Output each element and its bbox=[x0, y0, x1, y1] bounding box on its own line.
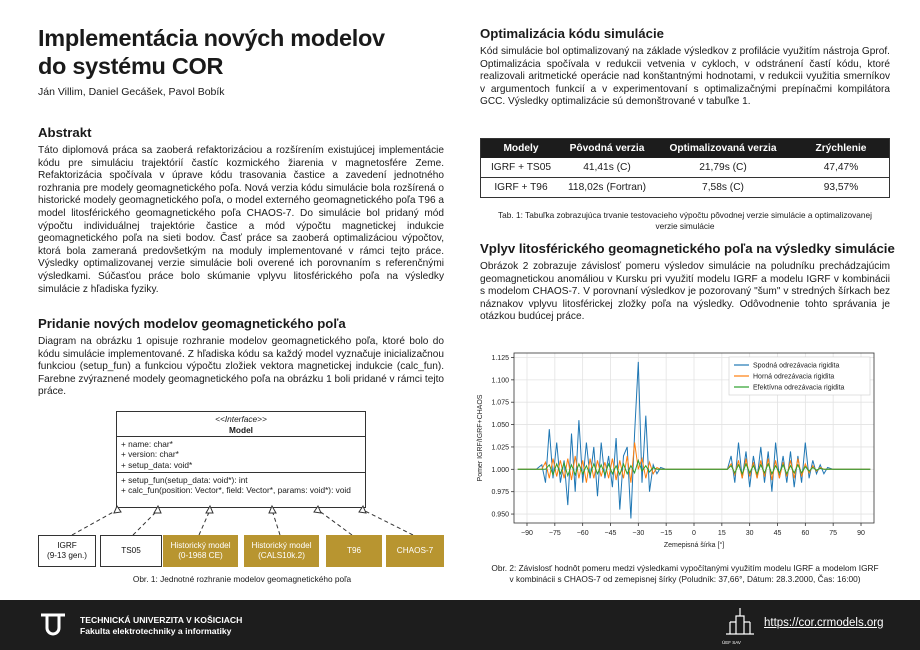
x-tick-label: −15 bbox=[660, 530, 673, 537]
model-t96: T96 bbox=[326, 535, 382, 567]
uml-name: Model bbox=[229, 425, 253, 435]
uml-arrows bbox=[0, 0, 460, 600]
lithosphere-text: Obrázok 2 zobrazuje závislosť pomeru výsledov simulácie na poludníku prechádzajúcim geomagnetickou anomáliou v Kursku pri využití modelu IGRF a modelu IGRF v kombinácii s modelom CHAOS-7. V porovnaní výsledkov je pozorovaný "šum" v stredných šírkach bez náznakov vplyvu litosférickej zložky poľa na výsledky. Odôvodnenie tohto správania je otázkou budúcej práce. bbox=[480, 261, 890, 323]
website-link[interactable]: https://cor.crmodels.org bbox=[764, 617, 884, 629]
latitude-ratio-chart bbox=[470, 345, 890, 560]
x-tick-label: 30 bbox=[745, 530, 754, 537]
new-models-heading: Pridanie nových modelov geomagnetického poľa bbox=[38, 316, 346, 331]
model-historical-cals10k: Historický model (CALS10k.2) bbox=[244, 535, 319, 567]
y-tick-label: 0.950 bbox=[491, 511, 509, 519]
abstract-heading: Abstrakt bbox=[38, 125, 92, 140]
y-tick-label: 1.125 bbox=[491, 354, 509, 362]
x-tick-label: 0 bbox=[692, 530, 696, 537]
y-axis-label: Pomer IGRF/IGRF+CHAOS bbox=[477, 394, 484, 482]
legend-label-2: Horná odrezávacia rigidita bbox=[753, 373, 835, 381]
x-tick-label: 90 bbox=[857, 530, 865, 537]
table-caption: Tab. 1: Tabuľka zobrazujúca trvanie testovacieho výpočtu pôvodnej verzie simulácie a optimalizovanej verzie simulácie bbox=[498, 210, 872, 231]
y-tick-label: 1.000 bbox=[491, 466, 509, 474]
faculty-name: Fakulta elektrotechniky a informatiky bbox=[80, 626, 232, 636]
model-igrf: IGRF (9-13 gen.) bbox=[38, 535, 96, 567]
x-tick-label: −90 bbox=[521, 530, 533, 537]
model-historical-0-1968: Historický model (0-1968 CE) bbox=[163, 535, 238, 567]
university-name: TECHNICKÁ UNIVERZITA V KOŠICIACH bbox=[80, 615, 243, 625]
model-chaos7: CHAOS-7 bbox=[386, 535, 444, 567]
optimization-text: Kód simulácie bol optimalizovaný na základe výsledkov z profilácie využitím nástroja Gprof. Optimalizácia spočívala v redukcii vetvenia v cykloch, v odstránení častí kódu, ktoré realizovali aritmetické operácie nad konštantnými hodnotami, v redukcii využitia smerníkov v argumentoch funkcií a v experimentovaní s optimalizačnými prepínačmi kompilátora GCC. Výsledky optimalizácie sú demonštrované v tabuľke 1. bbox=[480, 46, 890, 108]
y-tick-label: 1.100 bbox=[491, 377, 509, 385]
figure-2-caption: Obr. 2: Závislosť hodnôt pomeru medzi výsledkami vypočítanými využitím modelu IGRF a modelom IGRF v kombinácii s CHAOS-7 od zemepisnej šírky (Poludník: 37,66°, Dátum: 28.3.2000, Čas: 16:00) bbox=[491, 563, 879, 584]
uml-attributes: + name: char* + version: char* + setup_data: void* bbox=[117, 437, 365, 473]
x-axis-label: Zemepisná šírka [°] bbox=[663, 542, 725, 549]
y-tick-label: 1.050 bbox=[491, 422, 509, 430]
uml-methods: + setup_fun(setup_data: void*): int + calc_fun(position: Vector*, field: Vector*, params: void*): void bbox=[121, 474, 351, 496]
y-tick-label: 1.075 bbox=[491, 399, 509, 407]
x-tick-label: −45 bbox=[604, 530, 617, 537]
tuke-logo-icon bbox=[38, 612, 68, 638]
x-tick-label: 60 bbox=[801, 530, 810, 537]
new-models-text: Diagram na obrázku 1 opisuje rozhranie modelov geomagnetického poľa, ktoré bolo do kódu simulácie implementované. Z hľadiska kódu sa každý model vyznačuje inicializačnou funkciou (setup_fun) a funkciou výpočtu zložiek vektora magnetickej indukcie (calc_fun). Farebne zvýraznené modely geomagnetického poľa na obrázku 1 boli pridané v rámci tejto práce. bbox=[38, 336, 444, 398]
table-row: IGRF + TS05 41,41s (C) 21,79s (C) 47,47% bbox=[481, 158, 890, 178]
y-tick-label: 0.975 bbox=[491, 489, 509, 497]
results-table bbox=[480, 138, 890, 198]
sav-label: ÚEF SAV bbox=[722, 640, 741, 645]
legend-label-1: Spodná odrezávacia rigidita bbox=[753, 362, 840, 370]
paper-title: Implementácia nových modelov do systému COR bbox=[38, 25, 385, 79]
abstract-text: Táto diplomová práca sa zaoberá refaktorizáciou a rozšírením existujúcej implementácie kódu pre simuláciu trajektórií častíc kozmického žiarenia v magnetosfére Zeme. Refaktorizácia spočívala v úprave kódu trasovania častice a zavedení jednotného rozhrania pre modely geomagnetického poľa. Nová verzia kódu simulácie bola rozšírená o historické modely geomagnetického poľa, o model externého geomagnetického poľa T96 a model litosférického geomagnetického poľa CHAOS-7. Do simulácie bol pridaný mód výpočtu individuálnej trajektórie častice a mód výpočtu magnetickej indukcie geomagnetického poľa na sieti bodov. Časť práce sa zaoberá optimalizáciou výpočtov, ktorá bola zameraná predovšetkým na moduly implementované v rámci tejto práce. Výsledky optimalizovanej verzie simulácie boli overené ich porovnaním s referenčnými výsledkami. Súčasťou práce bolo skúmanie vplyvu litosférického poľa na výsledky simulácie z hľadiska fyziky. bbox=[38, 145, 444, 295]
lithosphere-heading: Vplyv litosférického geomagnetického poľa na výsledky simulácie bbox=[480, 241, 895, 256]
model-ts05: TS05 bbox=[100, 535, 162, 567]
table-row: IGRF + T96 118,02s (Fortran) 7,58s (C) 93,57% bbox=[481, 178, 890, 198]
figure-1-caption: Obr. 1: Jednotné rozhranie modelov geomagnetického poľa bbox=[132, 574, 352, 584]
x-tick-label: −30 bbox=[632, 530, 645, 537]
x-tick-label: −60 bbox=[576, 530, 589, 537]
legend-label-3: Efektívna odrezávacia rigidita bbox=[753, 384, 845, 392]
y-tick-label: 1.025 bbox=[491, 444, 509, 452]
sav-logo-icon bbox=[720, 606, 760, 640]
optimization-heading: Optimalizácia kódu simulácie bbox=[480, 26, 664, 41]
x-tick-label: 15 bbox=[717, 530, 726, 537]
uml-stereotype: <<Interface>> bbox=[215, 414, 267, 424]
authors: Ján Villim, Daniel Gecášek, Pavol Bobík bbox=[38, 86, 225, 98]
table-header-row: Modely Pôvodná verzia Optimalizovaná verzia Zrýchlenie bbox=[481, 139, 890, 159]
x-tick-label: −75 bbox=[548, 530, 561, 537]
x-tick-label: 75 bbox=[829, 530, 838, 537]
x-tick-label: 45 bbox=[773, 530, 782, 537]
